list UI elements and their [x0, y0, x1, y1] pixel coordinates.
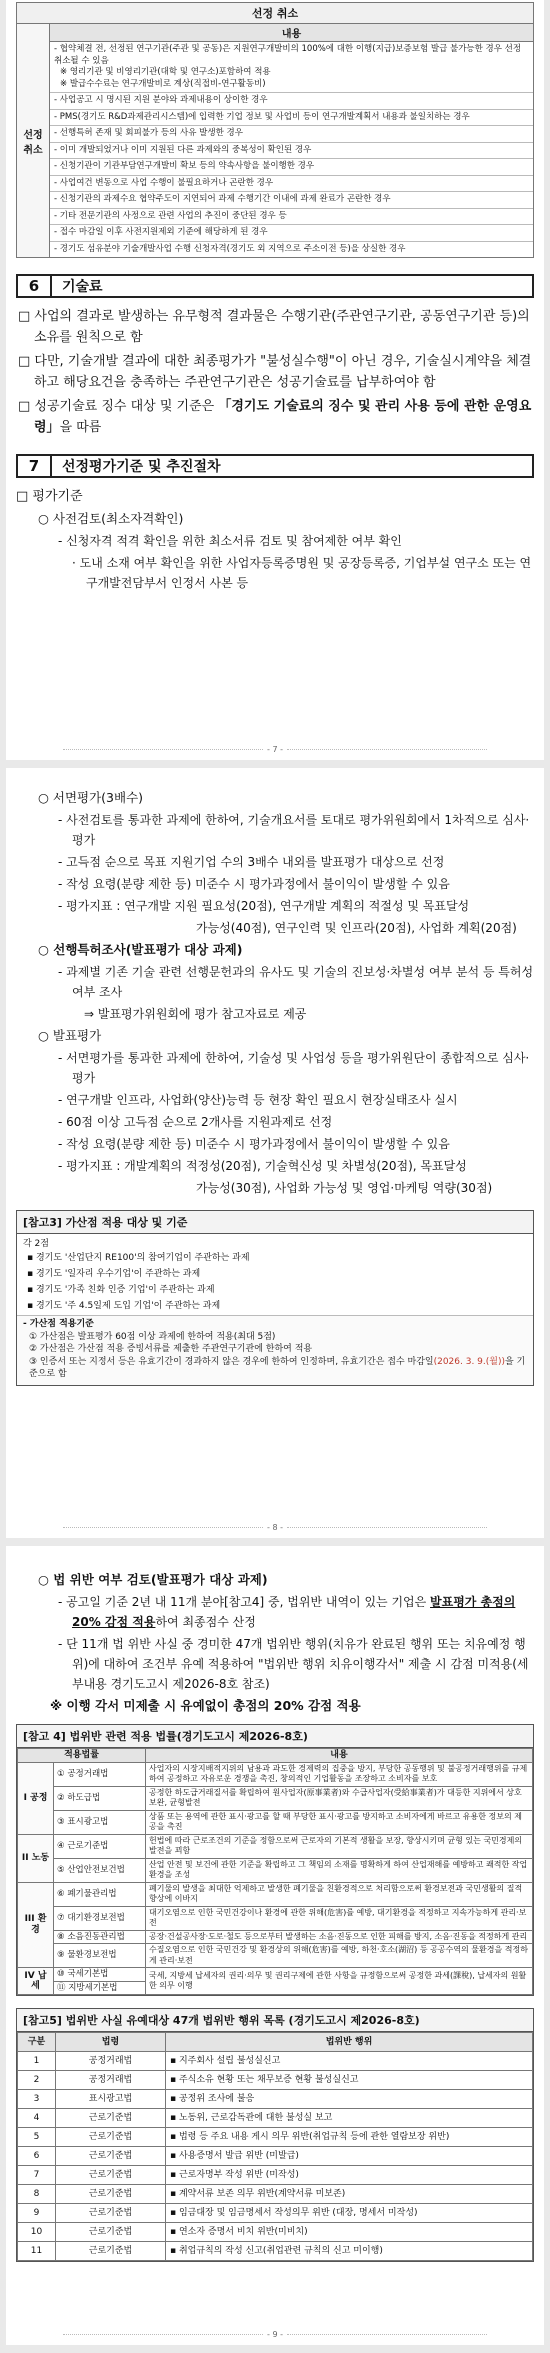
ref3-title: [참고3] 가산점 적용 대상 및 기준: [17, 1211, 533, 1234]
table-row: [18, 2052, 533, 2071]
law-content: 대기오염으로 인한 국민건강이나 환경에 관한 위해(危害)를 예방, 대기환경을 적정하고 지속가능하게 관리·보전: [146, 1906, 533, 1930]
cancel-reason-text: - 선행특허 존재 및 회피불가 등의 사유 발생한 경우: [54, 128, 243, 138]
table-row: [18, 1882, 533, 1906]
cancel-reason-item: [50, 209, 533, 226]
pres-eval-metrics-cont: 가능성(30점), 사업화 가능성 및 영업·마케팅 역량(30점): [196, 1181, 493, 1195]
law-check-notice: ※ 이행 각서 미제출 시 유예없이 총점의 20% 감점 적용: [50, 1698, 361, 1713]
text-span: - 공고일 기준 2년 내 11개 분야[참고4] 중, 법위반 내역이 있는 기업은: [58, 1595, 431, 1609]
violation-number: 3: [18, 2090, 56, 2109]
law-content: 수질오염으로 인한 국민건강 및 환경상의 위해(危害)를 예방, 하천·호소(湖沼) 등 공공수역의 물환경을 적정하게 관리·보전: [146, 1944, 533, 1968]
cancel-reason-item: [50, 110, 533, 127]
law-check-line: - 단 11개 법 위반 사실 중 경미한 47개 법위반 행위(치유가 완료된 행위 또는 치유예정 행위)에 대하여 조건부 유예 적용하여 "법위반 행위 치유이행각서" 제출 시 감점 미적용(세부내용 경기도고시 제2026-8호 참조): [58, 1637, 529, 1691]
royalty-paragraph: □ 사업의 결과로 발생하는 유무형적 결과물은 수행기관(주관연구기관, 공동연구기관 등)의 소유를 원칙으로 함: [18, 309, 530, 345]
violation-law: 근로기준법: [56, 2223, 166, 2242]
violation-law: 공정거래법: [56, 2052, 166, 2071]
doc-eval-metrics: - 평가지표 : 연구개발 지원 필요성(20점), 연구개발 계획의 적절성 및 목표달성: [58, 899, 470, 913]
section-title: 선정평가기준 및 추진절차: [52, 454, 534, 478]
table-row: [18, 2185, 533, 2204]
doc-eval-line: - 사전검토를 통과한 과제에 한하여, 기술개요서를 토대로 평가위원회에서 1차적으로 심사·평가: [58, 813, 530, 847]
page-number: - 7 -: [6, 745, 544, 754]
ref3-apply-criteria: [17, 1315, 533, 1385]
cancel-reason-text: - PMS(경기도 R&D과제관리시스템)에 입력한 기업 정보 및 사업비 등이 연구개발계획서 내용과 불일치하는 경우: [54, 111, 470, 122]
ref3-apply-line: [23, 1356, 527, 1381]
cancel-table-header: 내용: [50, 24, 534, 42]
doc-eval-metrics-cont: 가능성(40점), 연구인력 및 인프라(20점), 사업화 계획(20점): [196, 921, 517, 935]
cancel-reason-item: [50, 143, 533, 160]
cancel-table: [16, 23, 534, 258]
cancel-reason-text: - 기타 전문기관의 사정으로 관련 사업의 추진이 중단된 경우 등: [54, 210, 287, 221]
cancel-reason-text: - 경기도 섬유분야 기술개발사업 수행 신청자격(경기도 외 지역으로 주소이전 등)을 상실한 경우: [54, 243, 406, 254]
document-page-9: [6, 1546, 544, 2345]
table-row: [18, 1944, 533, 1968]
cancel-reason-note: ※ 영리기관 및 비영리기관(대학 및 연구소)포함하여 적용: [60, 67, 271, 77]
deadline-date: (2026. 3. 9.(월)): [433, 1356, 505, 1367]
table-row: [18, 2071, 533, 2090]
cancel-reason-item: [50, 242, 533, 258]
ref5-col-no: 구분: [18, 2033, 56, 2052]
violation-act: ▪ 연소자 증명서 비치 위반(미비치): [166, 2223, 533, 2242]
violation-law: 근로기준법: [56, 2128, 166, 2147]
pres-eval-line: - 연구개발 인프라, 사업화(양산)능력 등 현장 확인 필요시 현장실태조사 실시: [58, 1093, 458, 1107]
ref3-item: ▪ 경기도 '주 4.5일제 도입 기업'이 주관하는 과제: [27, 1301, 221, 1311]
cancel-reason-item: [50, 225, 533, 242]
criteria-heading: □ 평가기준: [16, 489, 83, 504]
law-content: 공정한 하도급거래질서를 확립하여 원사업자(原事業者)와 수급사업자(受給事業者)가 대등한 지위에서 상호보완, 균형발전: [146, 1786, 533, 1810]
pre-review-heading: ○ 사전검토(최소자격확인): [38, 511, 184, 526]
table-row: [18, 1810, 533, 1834]
pres-eval-line: - 작성 요령(분량 제한 등) 미준수 시 평가과정에서 불이익이 발생할 수 있음: [58, 1137, 450, 1151]
law-area: I 공정: [18, 1762, 54, 1834]
bonus-point-reference-box: [16, 1210, 534, 1386]
ref5-col-law: 법령: [56, 2033, 166, 2052]
violation-number: 9: [18, 2204, 56, 2223]
violation-number: 2: [18, 2071, 56, 2090]
law-name: ⑪ 지방세기본법: [54, 1981, 146, 1995]
table-row: [18, 2128, 533, 2147]
page-number: - 9 -: [6, 2330, 544, 2339]
law-content: 공장·건설공사장·도로·철도 등으로부터 발생하는 소음·진동으로 인한 피해를 방지, 소음·진동을 적정하게 관리: [146, 1930, 533, 1944]
patent-eval-arrow: ⇒ 발표평가위원회에 평가 참고자료로 제공: [84, 1007, 307, 1021]
violation-law: 근로기준법: [56, 2204, 166, 2223]
ref4-table: [17, 1748, 533, 1995]
ref4-box: [16, 1724, 534, 1996]
section-number: 6: [16, 274, 52, 298]
violation-act: ▪ 취업규칙의 작성 신고(취업관련 규칙의 신고 미이행): [166, 2242, 533, 2261]
royalty-paragraph: [16, 396, 534, 438]
table-row: [18, 2147, 533, 2166]
section-title: 기술료: [52, 274, 534, 298]
ref3-item: ▪ 경기도 '산업단지 RE100'의 참여기업이 주관하는 과제: [27, 1253, 250, 1263]
pres-eval-line: - 60점 이상 고득점 순으로 2개사를 지원과제로 선정: [58, 1115, 333, 1129]
section-number: 7: [16, 454, 52, 478]
cancel-side-label: 선정 취소: [17, 24, 50, 258]
doc-eval-line: - 작성 요령(분량 제한 등) 미준수 시 평가과정에서 불이익이 발생할 수 있음: [58, 877, 450, 891]
law-name: ③ 표시광고법: [54, 1810, 146, 1834]
law-content: 사업자의 시장지배적지위의 남용과 과도한 경제력의 집중을 방지, 부당한 공동행위 및 불공정거래행위를 규제하여 공정하고 자유로운 경쟁을 촉진, 창의적인 기업활동을 조장하고 소비자를 보호: [146, 1762, 533, 1786]
table-row: [18, 1834, 533, 1858]
table-row: [18, 2166, 533, 2185]
text-span: 하여 최종점수 산정: [155, 1615, 256, 1629]
cancel-reason-item: [50, 159, 533, 176]
cancel-reason-text: - 이미 개발되었거나 이미 지원된 다른 과제와의 중복성이 확인된 경우: [54, 144, 312, 155]
patent-eval-heading: ○ 선행특허조사(발표평가 대상 과제): [38, 942, 243, 957]
cancel-reason-note: ※ 발급수수료는 연구개발비로 계상(직접비-연구활동비): [60, 78, 266, 89]
violation-number: 1: [18, 2052, 56, 2071]
law-content: 폐기물의 발생을 최대한 억제하고 발생한 폐기물을 친환경적으로 처리함으로써 환경보전과 국민생활의 질적 향상에 이바지: [146, 1882, 533, 1906]
cancel-reason-item: [50, 176, 533, 193]
table-row: [18, 1858, 533, 1882]
violation-number: 5: [18, 2128, 56, 2147]
table-row: [18, 2204, 533, 2223]
violation-act: ▪ 사용증명서 발급 위반 (미발급): [166, 2147, 533, 2166]
law-name: ⑩ 국세기본법: [54, 1968, 146, 1982]
violation-law: 근로기준법: [56, 2166, 166, 2185]
law-name: ② 하도급법: [54, 1786, 146, 1810]
cancel-reason-item: [50, 93, 533, 110]
violation-act: ▪ 주식소유 현황 또는 채무보증 현황 불성실신고: [166, 2071, 533, 2090]
pre-review-line: - 신청자격 적격 확인을 위한 최소서류 검토 및 참여제한 여부 확인: [58, 534, 402, 548]
law-content: 국세, 지방세 납세자의 권리·의무 및 권리구제에 관한 사항을 규정함으로써 공정한 과세(課稅), 납세자의 원활한 의무 이행: [146, 1968, 533, 1995]
ref4-col-law: 적용법률: [18, 1749, 146, 1763]
law-content: 상품 또는 용역에 관한 표시·광고를 할 때 부당한 표시·광고를 방지하고 소비자에게 바르고 유용한 정보의 제공을 촉진: [146, 1810, 533, 1834]
violation-law: 공정거래법: [56, 2071, 166, 2090]
violation-number: 11: [18, 2242, 56, 2261]
ref3-apply-line: ② 가산점은 가산점 적용 증빙서류를 제출한 주관연구기관에 한하여 적용: [29, 1344, 313, 1354]
document-page-7: [6, 0, 544, 760]
table-row: [18, 1786, 533, 1810]
law-area: IV 납세: [18, 1968, 54, 1995]
text-span: 을 따름: [59, 420, 102, 435]
violation-number: 6: [18, 2147, 56, 2166]
violation-number: 4: [18, 2109, 56, 2128]
violation-act: ▪ 노동위, 근로감독관에 대한 불성실 보고: [166, 2109, 533, 2128]
law-name: ④ 근로기준법: [54, 1834, 146, 1858]
cancel-reason-text: - 사업여건 변동으로 사업 수행이 불필요하거나 곤란한 경우: [54, 177, 274, 188]
cancel-reason-text: - 신청기관이 기관부담연구개발비 확보 등의 약속사항을 불이행한 경우: [54, 161, 315, 171]
pres-eval-metrics: - 평가지표 : 개발계획의 적정성(20점), 기술혁신성 및 차별성(20점), 목표달성: [58, 1159, 467, 1173]
table-row: [18, 2090, 533, 2109]
law-name: ⑦ 대기환경보전법: [54, 1906, 146, 1930]
section-7-header: [16, 454, 534, 478]
ref4-title: [참고 4] 법위반 관련 적용 법률(경기도고시 제2026-8호): [17, 1725, 533, 1748]
cancel-reason-text: - 신청기관의 과제수요 협약주도이 지연되어 과제 수행기간 이내에 과제 완료가 곤란한 경우: [54, 194, 391, 204]
law-content: 산업 안전 및 보건에 관한 기준을 확립하고 그 책임의 소재를 명확하게 하여 산업재해를 예방하고 쾌적한 작업환경을 조성: [146, 1858, 533, 1882]
ref5-box: [16, 2008, 534, 2262]
ref3-apply-line: ① 가산점은 발표평가 60점 이상 과제에 한하여 적용(최대 5점): [29, 1331, 276, 1342]
regulation-name: 「경기도 기술료의 징수 및 관리 사용 등에 관한 운영요령」: [34, 399, 532, 435]
law-area: II 노동: [18, 1834, 54, 1882]
law-check-line: [16, 1592, 534, 1632]
table-row: [18, 2223, 533, 2242]
cancel-items: [50, 42, 534, 258]
cancel-reason-item: [50, 192, 533, 209]
law-area: III 환경: [18, 1882, 54, 1968]
violation-number: 10: [18, 2223, 56, 2242]
violation-act: ▪ 지주회사 설립 불성실신고: [166, 2052, 533, 2071]
violation-act: ▪ 계약서류 보존 의무 위반(계약서류 미보존): [166, 2185, 533, 2204]
cancel-reason-text: - 사업공고 시 명시된 지원 분야와 과제내용이 상이한 경우: [54, 95, 268, 105]
cancel-reason-text: - 협약체결 전, 선정된 연구기관(주관 및 공동)은 지원연구개발비의 100%에 대한 이행(지급)보증보험 발급 불가능한 경우 선정 취소될 수 있음: [54, 44, 522, 66]
table-row: [18, 1906, 533, 1930]
text-span: □ 성공기술료 징수 대상 및 기준은: [18, 399, 219, 414]
table-row: [18, 2109, 533, 2128]
cancel-reason-item: [50, 42, 533, 93]
text-span: ③ 인증서 또는 지정서 등은 유효기간이 경과하지 않은 경우에 한하여 인정하며, 유효기간은 접수 마감일: [29, 1356, 434, 1367]
ref3-apply-title: - 가산점 적용기준: [23, 1319, 94, 1329]
table-row: [18, 2242, 533, 2261]
pres-eval-line: - 서면평가를 통과한 과제에 한하여, 기술성 및 사업성 등을 평가위원단이 종합적으로 심사·평가: [58, 1051, 530, 1085]
cancel-reason-text: - 접수 마감일 이후 사전지원제외 기준에 해당하게 된 경우: [54, 227, 268, 237]
cancel-reason-item: [50, 126, 533, 143]
violation-law: 근로기준법: [56, 2109, 166, 2128]
violation-act: ▪ 법령 등 주요 내용 게시 의무 위반(취업규칙 등에 관한 열람보장 위반): [166, 2128, 533, 2147]
royalty-paragraph: □ 다만, 기술개발 결과에 대한 최종평가가 "불성실수행"이 아닌 경우, 기술실시계약을 체결하고 해당요건을 충족하는 주관연구기관은 성공기술료를 납부하여야 함: [18, 354, 532, 390]
table-row: [18, 1968, 533, 1982]
pres-eval-heading: ○ 발표평가: [38, 1028, 102, 1043]
law-content: 헌법에 따라 근로조건의 기준을 정함으로써 근로자의 기본적 생활을 보장, 향상시키며 균형 있는 국민경제의 발전을 꾀함: [146, 1834, 533, 1858]
violation-law: 근로기준법: [56, 2185, 166, 2204]
violation-law: 근로기준법: [56, 2242, 166, 2261]
text-span: 을 기준으로 함: [29, 1356, 526, 1379]
document-page-8: [6, 768, 544, 1538]
law-name: ⑤ 산업안전보건법: [54, 1858, 146, 1882]
violation-act: ▪ 임금대장 및 임금명세서 작성의무 위반 (대장, 명세서 미작성): [166, 2204, 533, 2223]
patent-eval-line: - 과제별 기존 기술 관련 선행문헌과의 유사도 및 기술의 진보성·차별성 여부 분석 등 특허성 여부 조사: [58, 965, 534, 999]
doc-eval-heading: ○ 서면평가(3배수): [38, 790, 144, 805]
law-name: ⑧ 소음진동관리법: [54, 1930, 146, 1944]
violation-act: ▪ 근로자명부 작성 위반 (미작성): [166, 2166, 533, 2185]
law-name: ⑥ 폐기물관리법: [54, 1882, 146, 1906]
table-row: [18, 1930, 533, 1944]
violation-law: 근로기준법: [56, 2147, 166, 2166]
ref3-item: ▪ 경기도 '가족 친화 인증 기업'이 주관하는 과제: [27, 1285, 215, 1295]
violation-law: 표시광고법: [56, 2090, 166, 2109]
page-number: - 8 -: [6, 1523, 544, 1532]
law-name: ⑨ 물환경보전법: [54, 1944, 146, 1968]
ref5-title: [참고5] 법위반 사실 유예대상 47개 법위반 행위 목록 (경기도고시 제2026-8호): [17, 2009, 533, 2032]
ref5-col-act: 법위반 행위: [166, 2033, 533, 2052]
law-name: ① 공정거래법: [54, 1762, 146, 1786]
ref3-category: 각 2점: [23, 1239, 49, 1249]
doc-eval-line: - 고득점 순으로 목표 지원기업 수의 3배수 내외를 발표평가 대상으로 선정: [58, 855, 445, 869]
violation-number: 8: [18, 2185, 56, 2204]
cancel-table-title: 선정 취소: [16, 2, 534, 23]
pre-review-detail: · 도내 소재 여부 확인을 위한 사업자등록증명원 및 공장등록증, 기업부설 연구소 또는 연구개발전담부서 인정서 사본 등: [72, 556, 532, 590]
law-check-heading: ○ 법 위반 여부 검토(발표평가 대상 과제): [38, 1572, 268, 1587]
ref3-item: ▪ 경기도 '일자리 우수기업'이 주관하는 과제: [27, 1269, 201, 1279]
section-6-header: [16, 274, 534, 298]
violation-number: 7: [18, 2166, 56, 2185]
ref5-table: [17, 2032, 533, 2261]
penalty-emphasis: 발표평가 총점의 20% 감점 적용: [72, 1595, 516, 1629]
violation-act: ▪ 공정위 조사에 불응: [166, 2090, 533, 2109]
ref4-col-content: 내용: [146, 1749, 533, 1763]
table-row: [18, 1762, 533, 1786]
